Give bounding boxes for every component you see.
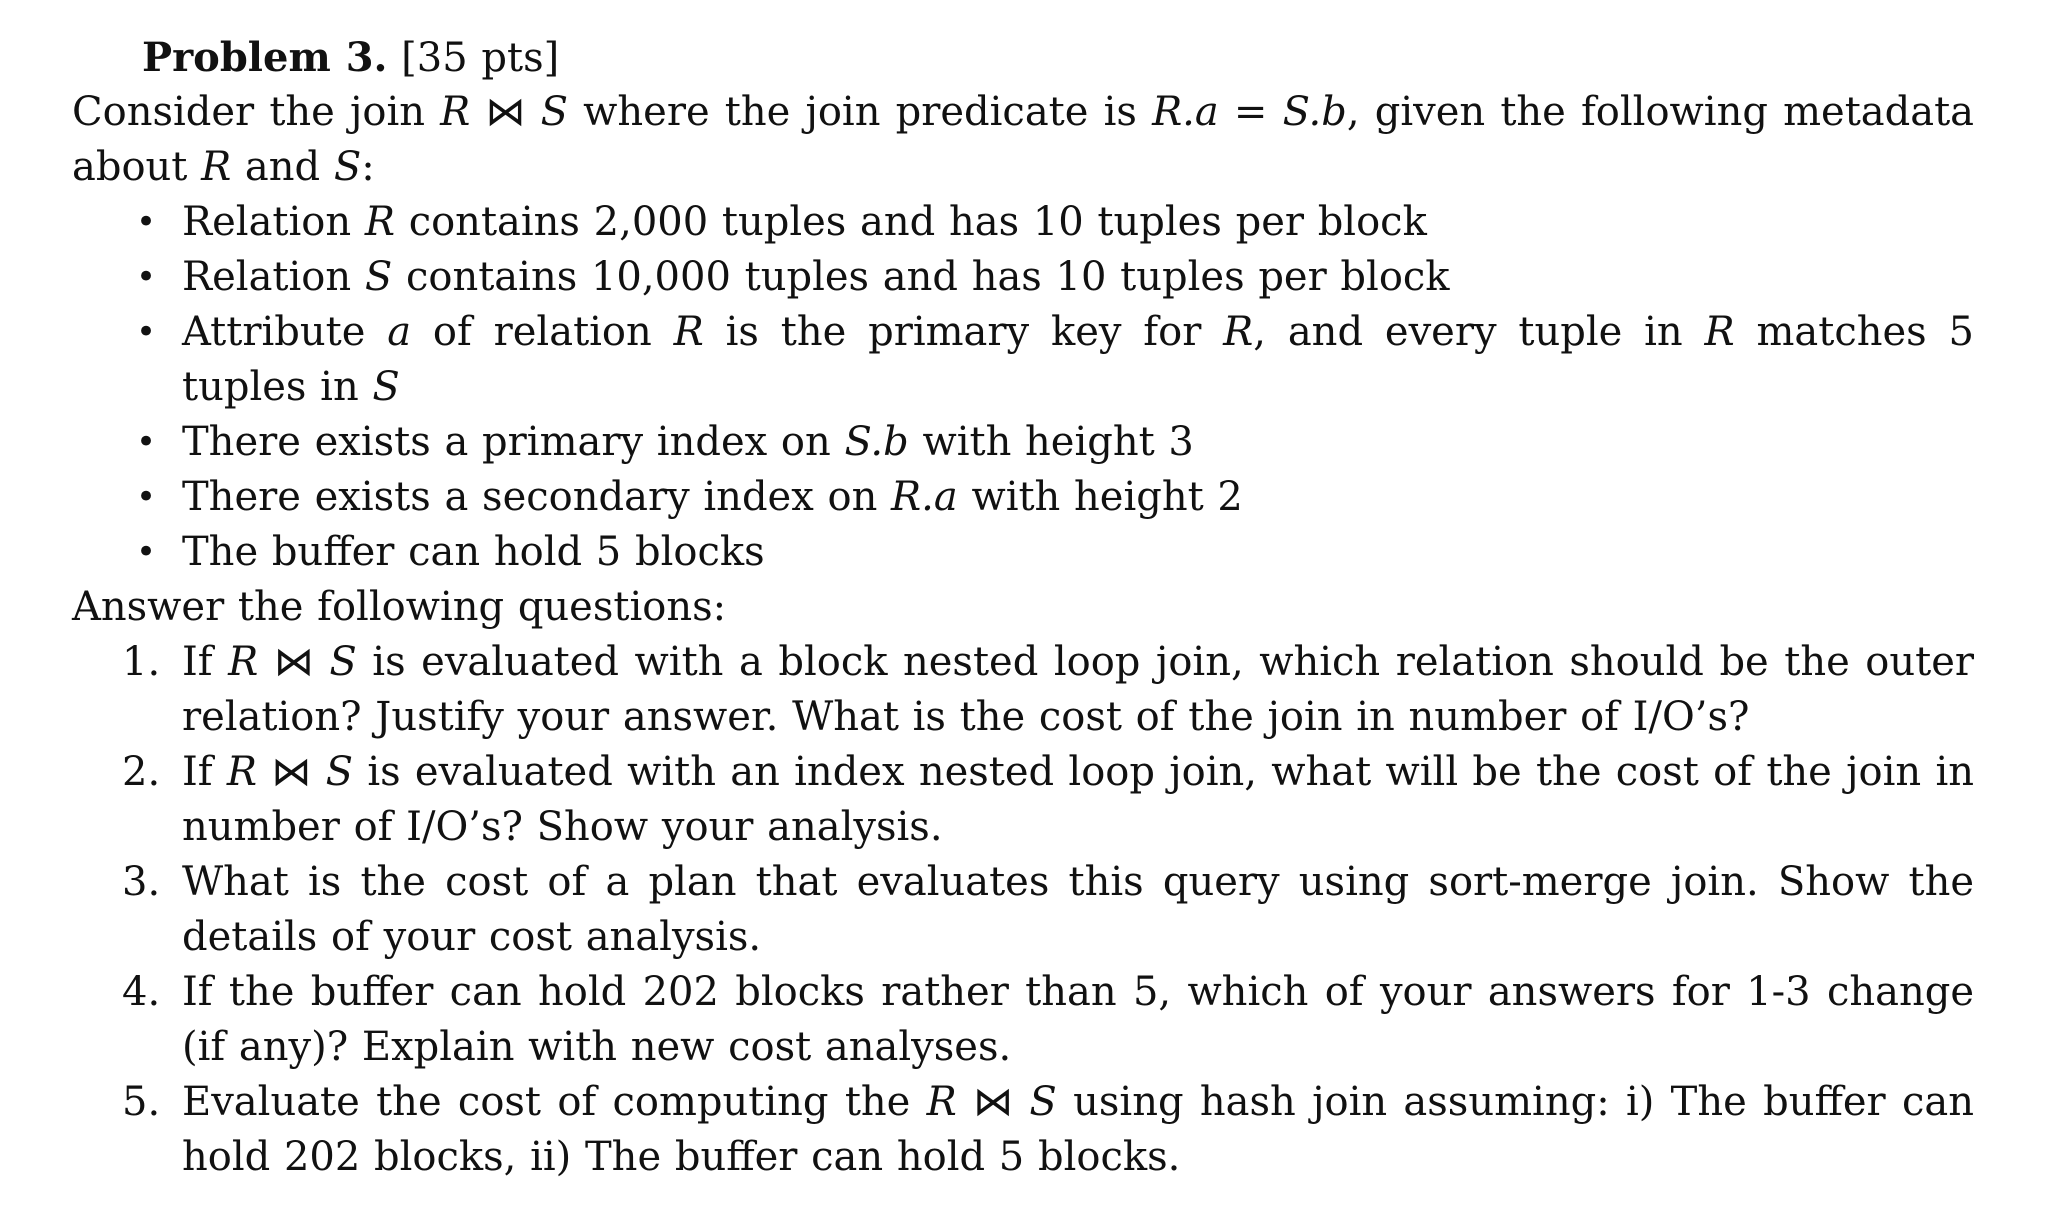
question-text: Evaluate the cost of computing the — [182, 1079, 927, 1125]
item-text: contains 10,000 tuples and has 10 tuples per block — [392, 254, 1450, 300]
math-r-a: R.a — [1152, 89, 1219, 135]
math-s: S — [329, 639, 357, 685]
question-text: using hash join assuming: i) The buffer can hold 202 blocks, ii) The buffer can hold 5 blocks. — [182, 1079, 1974, 1180]
question-text: If — [182, 749, 227, 795]
item-text: Relation — [182, 199, 365, 245]
item-text: with height 2 — [957, 474, 1243, 520]
item-text: Attribute — [182, 309, 388, 355]
math-r: R — [364, 199, 395, 245]
question-item — [122, 965, 1974, 1075]
item-text: There exists a primary index on — [182, 419, 845, 465]
math-s: S — [333, 144, 362, 190]
metadata-item — [136, 470, 1974, 525]
metadata-item — [136, 195, 1974, 250]
problem-page — [72, 30, 1974, 1185]
problem-title: Problem 3. — [142, 34, 388, 81]
bullet-icon: • — [136, 477, 157, 517]
question-text: If — [182, 639, 229, 685]
item-text: The buffer can hold 5 blocks — [182, 529, 765, 575]
math-s: S — [1029, 1079, 1057, 1125]
question-text: What is the cost of a plan that evaluates this query using sort-merge join. Show the details of your cost analysis. — [182, 859, 1974, 960]
item-text: , and every tuple in — [1253, 309, 1705, 355]
question-number: 1. — [122, 639, 161, 685]
metadata-item — [136, 250, 1974, 305]
math-r-a: R.a — [891, 474, 958, 520]
problem-heading — [142, 30, 1974, 85]
question-number: 2. — [122, 749, 161, 795]
math-s-b: S.b — [844, 419, 909, 465]
metadata-item — [136, 415, 1974, 470]
intro-text: : — [361, 144, 375, 190]
item-text: contains 2,000 tuples and has 10 tuples per block — [394, 199, 1427, 245]
question-item — [122, 745, 1975, 855]
math-r: R — [228, 639, 259, 685]
math-r: R — [1704, 309, 1735, 355]
item-text: with height 3 — [908, 419, 1194, 465]
math-s: S — [364, 254, 393, 300]
join-symbol: ⋈ — [273, 639, 314, 685]
metadata-item — [136, 305, 1974, 415]
math-r: R — [440, 89, 471, 135]
question-number: 4. — [122, 969, 161, 1015]
problem-intro — [72, 85, 1974, 195]
math-s: S — [372, 364, 400, 410]
item-text: of relation — [411, 309, 674, 355]
item-text: Relation — [182, 254, 365, 300]
question-item — [122, 1075, 1974, 1185]
bullet-icon: • — [136, 257, 157, 297]
question-number: 5. — [122, 1079, 161, 1125]
bullet-icon: • — [136, 532, 157, 572]
question-text: is evaluated with a block nested loop join, which relation should be the outer relation? Justify your answer. What is the cost of the join in number of I/O’s? — [182, 639, 1975, 740]
math-r: R — [926, 1079, 957, 1125]
join-symbol: ⋈ — [973, 1079, 1014, 1125]
item-text: There exists a secondary index on — [182, 474, 892, 520]
questions-intro: Answer the following questions: — [72, 584, 727, 630]
join-symbol: ⋈ — [485, 89, 526, 135]
math-r: R — [1223, 309, 1254, 355]
intro-text: , given the following metadata about — [72, 89, 1974, 190]
equals-sign: = — [1218, 89, 1283, 135]
bullet-icon: • — [136, 422, 157, 462]
math-r: R — [226, 749, 258, 795]
math-r: R — [201, 144, 232, 190]
intro-text: where the join predicate is — [568, 89, 1153, 135]
question-number: 3. — [122, 859, 161, 905]
math-s-b: S.b — [1282, 89, 1347, 135]
metadata-list — [72, 195, 1974, 580]
join-symbol: ⋈ — [271, 749, 312, 795]
question-text: If the buffer can hold 202 blocks rather than 5, which of your answers for 1-3 change (if any)? Explain with new cost analyses. — [182, 969, 1974, 1070]
bullet-icon: • — [136, 312, 157, 352]
math-r: R — [673, 309, 704, 355]
problem-points: [35 pts] — [401, 35, 560, 81]
math-a: a — [387, 309, 412, 355]
question-item — [122, 635, 1975, 745]
questions-list — [72, 635, 1974, 1185]
bullet-icon: • — [136, 202, 157, 242]
metadata-item — [136, 525, 1974, 580]
intro-text: and — [231, 144, 334, 190]
item-text: matches 5 tuples in — [182, 309, 1974, 410]
intro-text: Consider the join — [72, 89, 441, 135]
math-s: S — [325, 749, 354, 795]
question-text: is evaluated with an index nested loop join, what will be the cost of the join in number of I/O’s? Show your analysis. — [182, 749, 1975, 850]
item-text: is the primary key for — [703, 309, 1224, 355]
math-s: S — [540, 89, 569, 135]
question-item — [122, 855, 1974, 965]
